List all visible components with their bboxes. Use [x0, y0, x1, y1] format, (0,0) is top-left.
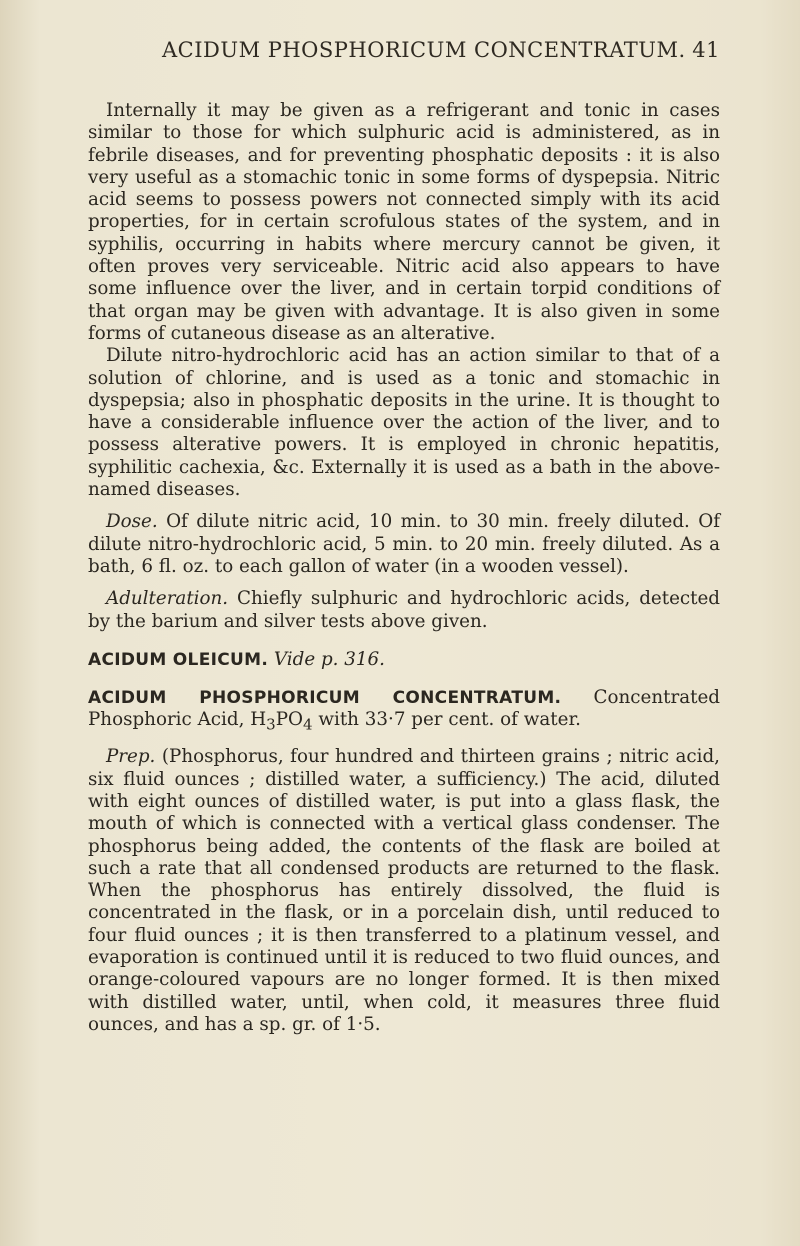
adulteration-label: Adulteration. [106, 588, 229, 610]
phosphoricum-heading: ACIDUM PHOSPHORICUM CONCENTRATUM. [88, 688, 562, 709]
paragraph-nitric-acid-internal-use: Internally it may be given as a refrigerant and tonic in cases similar to those for which sulphuric acid is administered, as in febrile diseases, and for preventing phosphatic deposits : it is also very useful as a stomachic tonic in some forms of dyspepsia. Nitric acid seems to possess powers not connected simply with its acid properties, for in certain scrofulous states of the system, and in syphilis, occurring in habits where mercury cannot be given, it often proves very serviceable. Nitric acid also appears to have some influence over the liver, and in certain torpid conditions of that organ may be given with advantage. It is also given in some forms of cutaneous disease as an alterative. [88, 100, 720, 344]
oleicum-cross-reference: Vide p. 316. [268, 648, 385, 670]
formula-po: PO [275, 709, 303, 731]
dose-text: Of dilute nitric acid, 10 min. to 30 min. freely diluted. Of dilute nitro-hydrochloric acid, 5 min. to 20 min. freely diluted. As a bath, 6 fl. oz. to each gallon of water (in a wooden vessel). [88, 511, 720, 577]
prep-label: Prep. [106, 746, 156, 768]
running-head-title: ACIDUM PHOSPHORICUM CONCENTRATUM. [162, 38, 686, 62]
adulteration-text: Chiefly sulphuric and hydrochloric acids, detected by the barium and silver tests above given. [88, 588, 720, 632]
paragraph-adulteration [88, 588, 720, 633]
page-body [88, 100, 720, 1036]
formula-subscript-3: 3 [266, 716, 276, 735]
dose-label: Dose. [106, 511, 158, 533]
entry-acidum-oleicum [88, 649, 720, 671]
paragraph-nitro-hydrochloric-acid: Dilute nitro-hydrochloric acid has an action similar to that of a solution of chlorine, and is used as a tonic and stomachic in dyspepsia; also in phosphatic deposits in the urine. It is thought to have a considerable influence over the action of the liver, and to possess alterative powers. It is employed in chronic hepatitis, syphilitic cachexia, &c. Externally it is used as a bath in the above-named diseases. [88, 345, 720, 501]
entry-acidum-phosphoricum [88, 687, 720, 736]
paragraph-dose [88, 511, 720, 578]
oleicum-heading: ACIDUM OLEICUM. [88, 649, 269, 670]
page-number: 41 [692, 38, 720, 62]
paragraph-preparation [88, 746, 720, 1036]
phosphoricum-water-content: with 33·7 per cent. of water. [312, 709, 581, 731]
formula-subscript-4: 4 [302, 716, 313, 735]
prep-text: (Phosphorus, four hundred and thirteen grains ; nitric acid, six fluid ounces ; distilled water, a sufficiency.) The acid, diluted with eight ounces of distilled water, is put into a glass flask, the mouth of which is connected with a vertical glass condenser. The phosphorus being added, the contents of the flask are boiled at such a rate that all condensed products are returned to the flask. When the phosphorus has entirely dissolved, the fluid is concentrated in the flask, or in a porcelain dish, until reduced to four fluid ounces ; it is then transferred to a platinum vessel, and evaporation is continued until it is reduced to two fluid ounces, and orange-coloured vapours are no longer formed. It is then mixed with distilled water, until, when cold, it measures three fluid ounces, and has a sp. gr. of 1·5. [88, 746, 720, 1035]
phosphoricum-description: Concentrated Phosphoric Acid, H [88, 687, 720, 731]
